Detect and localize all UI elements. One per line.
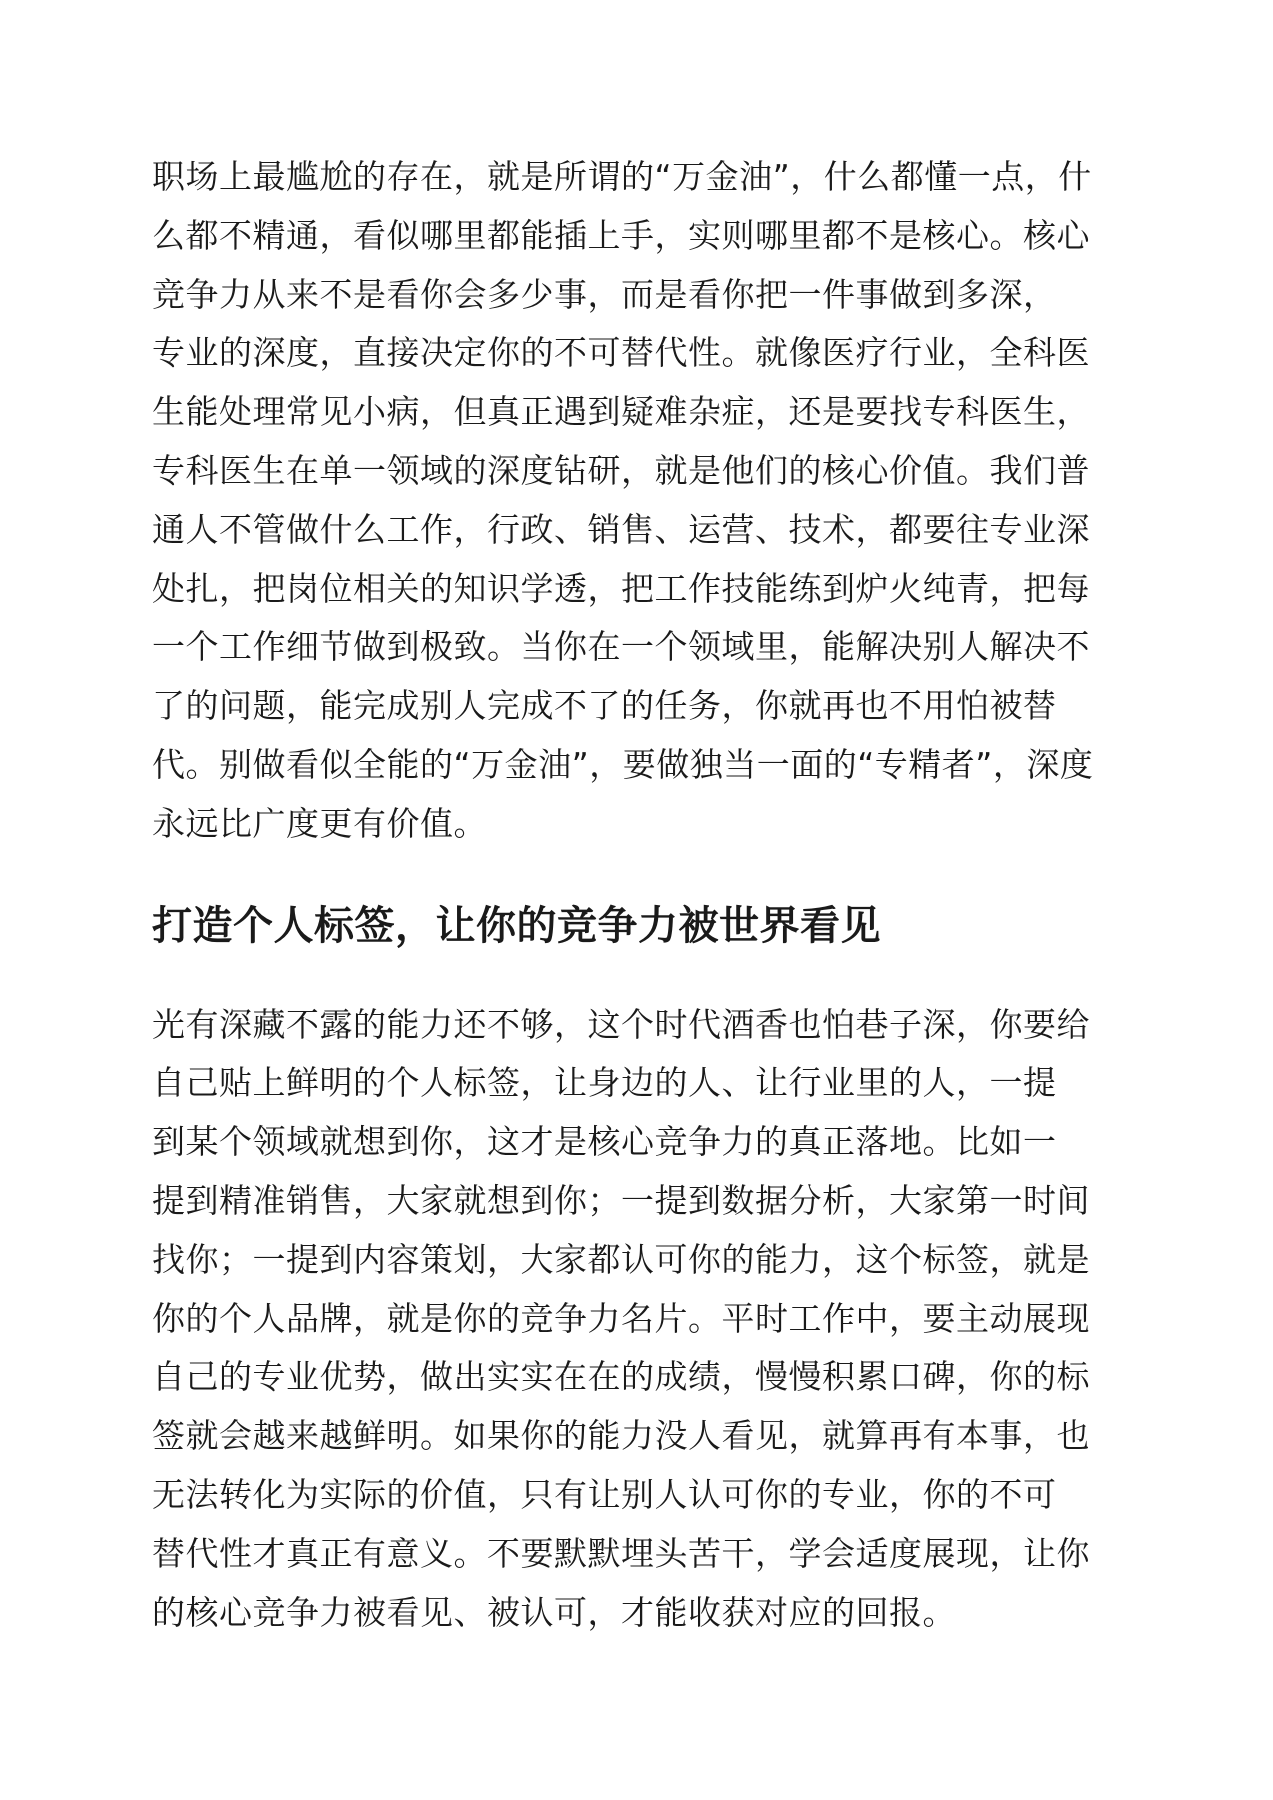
text-line: 竞争力从来不是看你会多少事，而是看你把一件事做到多深， [152,274,1057,314]
text-line: 找你；一提到内容策划，大家都认可你的能力，这个标签，就是 [152,1239,1090,1279]
paragraph-depth [152,148,1127,854]
text-line: 替代性才真正有意义。不要默默埋头苦干，学会适度展现，让你 [152,1533,1090,1573]
section-heading: 打造个人标签，让你的竞争力被世界看见 [152,902,881,949]
text-line: 一个工作细节做到极致。当你在一个领域里，能解决别人解决不 [152,627,1090,667]
text-line: 的核心竞争力被看见、被认可，才能收获对应的回报。 [152,1592,956,1632]
text-line: 代。别做看似全能的“万金油”，要做独当一面的“专精者”，深度 [152,744,1094,784]
text-line: 通人不管做什么工作，行政、销售、运营、技术，都要往专业深 [152,509,1090,549]
text-line: 签就会越来越鲜明。如果你的能力没人看见，就算再有本事，也 [152,1416,1090,1456]
text-line: 到某个领域就想到你，这才是核心竞争力的真正落地。比如一 [152,1122,1057,1162]
text-line: 处扎，把岗位相关的知识学透，把工作技能练到炉火纯青，把每 [152,568,1090,608]
text-line: 么都不精通，看似哪里都能插上手，实则哪里都不是核心。核心 [152,215,1090,255]
text-line: 无法转化为实际的价值，只有让别人认可你的专业，你的不可 [152,1474,1057,1514]
article-page [152,148,1127,1642]
text-line: 自己的专业优势，做出实实在在的成绩，慢慢积累口碑，你的标 [152,1357,1090,1397]
text-line: 专科医生在单一领域的深度钻研，就是他们的核心价值。我们普 [152,450,1090,490]
text-line: 了的问题，能完成别人完成不了的任务，你就再也不用怕被替 [152,686,1057,726]
text-line: 提到精准销售，大家就想到你；一提到数据分析，大家第一时间 [152,1180,1090,1220]
text-line: 永远比广度更有价值。 [152,803,487,843]
paragraph-personal-label [152,996,1127,1643]
text-line: 你的个人品牌，就是你的竞争力名片。平时工作中，要主动展现 [152,1298,1090,1338]
text-line: 职场上最尴尬的存在，就是所谓的“万金油”，什么都懂一点，什 [152,157,1092,196]
text-line: 自己贴上鲜明的个人标签，让身边的人、让行业里的人，一提 [152,1063,1057,1103]
text-line: 光有深藏不露的能力还不够，这个时代酒香也怕巷子深，你要给 [152,1004,1090,1044]
text-line: 专业的深度，直接决定你的不可替代性。就像医疗行业，全科医 [152,333,1090,373]
text-line: 生能处理常见小病，但真正遇到疑难杂症，还是要找专科医生， [152,392,1090,432]
